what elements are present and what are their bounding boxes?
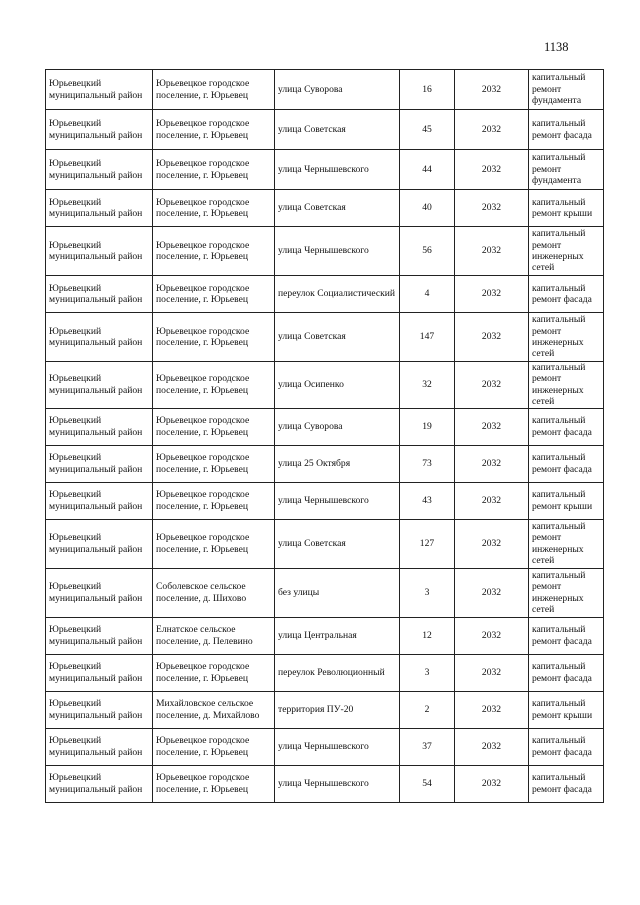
year-cell: 2032: [455, 519, 529, 568]
table-body: [46, 70, 604, 803]
settlement-cell: Юрьевецкое городское поселение, г. Юрьевец: [153, 765, 275, 802]
year-cell: 2032: [455, 691, 529, 728]
street-cell: улица Чернышевского: [275, 765, 400, 802]
district-cell: Юрьевецкий муниципальный район: [46, 276, 153, 313]
street-cell: улица Суворова: [275, 408, 400, 445]
street-cell: улица Советская: [275, 190, 400, 227]
district-cell: Юрьевецкий муниципальный район: [46, 445, 153, 482]
work-type-cell: капитальный ремонт инженерных сетей: [529, 362, 604, 409]
street-cell: улица Суворова: [275, 70, 400, 110]
work-type-cell: капитальный ремонт крыши: [529, 190, 604, 227]
settlement-cell: Юрьевецкое городское поселение, г. Юрьевец: [153, 519, 275, 568]
street-cell: улица Чернышевского: [275, 728, 400, 765]
street-cell: улица Чернышевского: [275, 482, 400, 519]
house-number-cell: 43: [400, 482, 455, 519]
house-number-cell: 16: [400, 70, 455, 110]
district-cell: Юрьевецкий муниципальный район: [46, 227, 153, 276]
year-cell: 2032: [455, 482, 529, 519]
house-number-cell: 73: [400, 445, 455, 482]
district-cell: Юрьевецкий муниципальный район: [46, 654, 153, 691]
table-row: [46, 728, 604, 765]
district-cell: Юрьевецкий муниципальный район: [46, 728, 153, 765]
table-row: [46, 568, 604, 617]
table-row: [46, 654, 604, 691]
table-row: [46, 617, 604, 654]
district-cell: Юрьевецкий муниципальный район: [46, 110, 153, 150]
house-number-cell: 12: [400, 617, 455, 654]
year-cell: 2032: [455, 568, 529, 617]
settlement-cell: Юрьевецкое городское поселение, г. Юрьевец: [153, 276, 275, 313]
table-row: [46, 276, 604, 313]
street-cell: без улицы: [275, 568, 400, 617]
table-row: [46, 110, 604, 150]
house-number-cell: 56: [400, 227, 455, 276]
settlement-cell: Юрьевецкое городское поселение, г. Юрьевец: [153, 227, 275, 276]
table-row: [46, 70, 604, 110]
table-row: [46, 445, 604, 482]
street-cell: улица Осипенко: [275, 362, 400, 409]
work-type-cell: капитальный ремонт фундамента: [529, 150, 604, 190]
house-number-cell: 147: [400, 313, 455, 362]
house-number-cell: 127: [400, 519, 455, 568]
settlement-cell: Юрьевецкое городское поселение, г. Юрьевец: [153, 362, 275, 409]
work-type-cell: капитальный ремонт инженерных сетей: [529, 227, 604, 276]
year-cell: 2032: [455, 276, 529, 313]
page-number: 1138: [544, 40, 569, 54]
work-type-cell: капитальный ремонт фасада: [529, 110, 604, 150]
house-number-cell: 19: [400, 408, 455, 445]
work-type-cell: капитальный ремонт инженерных сетей: [529, 519, 604, 568]
work-type-cell: капитальный ремонт фасада: [529, 728, 604, 765]
house-number-cell: 32: [400, 362, 455, 409]
settlement-cell: Юрьевецкое городское поселение, г. Юрьевец: [153, 70, 275, 110]
district-cell: Юрьевецкий муниципальный район: [46, 691, 153, 728]
house-number-cell: 45: [400, 110, 455, 150]
settlement-cell: Юрьевецкое городское поселение, г. Юрьевец: [153, 313, 275, 362]
district-cell: Юрьевецкий муниципальный район: [46, 190, 153, 227]
table-row: [46, 482, 604, 519]
work-type-cell: капитальный ремонт фасада: [529, 408, 604, 445]
settlement-cell: Юрьевецкое городское поселение, г. Юрьевец: [153, 190, 275, 227]
year-cell: 2032: [455, 408, 529, 445]
house-number-cell: 37: [400, 728, 455, 765]
settlement-cell: Юрьевецкое городское поселение, г. Юрьевец: [153, 110, 275, 150]
year-cell: 2032: [455, 190, 529, 227]
work-type-cell: капитальный ремонт фасада: [529, 276, 604, 313]
district-cell: Юрьевецкий муниципальный район: [46, 362, 153, 409]
year-cell: 2032: [455, 227, 529, 276]
house-number-cell: 40: [400, 190, 455, 227]
year-cell: 2032: [455, 765, 529, 802]
house-number-cell: 2: [400, 691, 455, 728]
settlement-cell: Юрьевецкое городское поселение, г. Юрьевец: [153, 150, 275, 190]
table-row: [46, 691, 604, 728]
work-type-cell: капитальный ремонт фасада: [529, 617, 604, 654]
work-type-cell: капитальный ремонт инженерных сетей: [529, 568, 604, 617]
table-row: [46, 362, 604, 409]
street-cell: территория ПУ-20: [275, 691, 400, 728]
settlement-cell: Юрьевецкое городское поселение, г. Юрьевец: [153, 445, 275, 482]
year-cell: 2032: [455, 617, 529, 654]
house-number-cell: 44: [400, 150, 455, 190]
table-row: [46, 519, 604, 568]
street-cell: улица Чернышевского: [275, 227, 400, 276]
table-row: [46, 150, 604, 190]
district-cell: Юрьевецкий муниципальный район: [46, 519, 153, 568]
settlement-cell: Соболевское сельское поселение, д. Шихово: [153, 568, 275, 617]
district-cell: Юрьевецкий муниципальный район: [46, 617, 153, 654]
district-cell: Юрьевецкий муниципальный район: [46, 482, 153, 519]
street-cell: переулок Революционный: [275, 654, 400, 691]
house-number-cell: 54: [400, 765, 455, 802]
district-cell: Юрьевецкий муниципальный район: [46, 313, 153, 362]
district-cell: Юрьевецкий муниципальный район: [46, 765, 153, 802]
year-cell: 2032: [455, 728, 529, 765]
street-cell: переулок Социалистический: [275, 276, 400, 313]
settlement-cell: Михайловское сельское поселение, д. Михайлово: [153, 691, 275, 728]
house-number-cell: 3: [400, 568, 455, 617]
table-row: [46, 227, 604, 276]
house-number-cell: 4: [400, 276, 455, 313]
repair-schedule-table: [45, 69, 604, 803]
district-cell: Юрьевецкий муниципальный район: [46, 568, 153, 617]
year-cell: 2032: [455, 110, 529, 150]
settlement-cell: Юрьевецкое городское поселение, г. Юрьевец: [153, 728, 275, 765]
street-cell: улица Советская: [275, 110, 400, 150]
work-type-cell: капитальный ремонт крыши: [529, 691, 604, 728]
work-type-cell: капитальный ремонт фундамента: [529, 70, 604, 110]
year-cell: 2032: [455, 150, 529, 190]
work-type-cell: капитальный ремонт крыши: [529, 482, 604, 519]
house-number-cell: 3: [400, 654, 455, 691]
street-cell: улица 25 Октября: [275, 445, 400, 482]
table-row: [46, 408, 604, 445]
settlement-cell: Юрьевецкое городское поселение, г. Юрьевец: [153, 482, 275, 519]
work-type-cell: капитальный ремонт фасада: [529, 654, 604, 691]
year-cell: 2032: [455, 70, 529, 110]
year-cell: 2032: [455, 654, 529, 691]
work-type-cell: капитальный ремонт фасада: [529, 765, 604, 802]
table-row: [46, 765, 604, 802]
district-cell: Юрьевецкий муниципальный район: [46, 70, 153, 110]
district-cell: Юрьевецкий муниципальный район: [46, 150, 153, 190]
work-type-cell: капитальный ремонт фасада: [529, 445, 604, 482]
street-cell: улица Центральная: [275, 617, 400, 654]
district-cell: Юрьевецкий муниципальный район: [46, 408, 153, 445]
street-cell: улица Советская: [275, 313, 400, 362]
settlement-cell: Елнатское сельское поселение, д. Пелевино: [153, 617, 275, 654]
table-row: [46, 190, 604, 227]
street-cell: улица Чернышевского: [275, 150, 400, 190]
year-cell: 2032: [455, 313, 529, 362]
table-row: [46, 313, 604, 362]
settlement-cell: Юрьевецкое городское поселение, г. Юрьевец: [153, 654, 275, 691]
street-cell: улица Советская: [275, 519, 400, 568]
year-cell: 2032: [455, 445, 529, 482]
work-type-cell: капитальный ремонт инженерных сетей: [529, 313, 604, 362]
settlement-cell: Юрьевецкое городское поселение, г. Юрьевец: [153, 408, 275, 445]
year-cell: 2032: [455, 362, 529, 409]
